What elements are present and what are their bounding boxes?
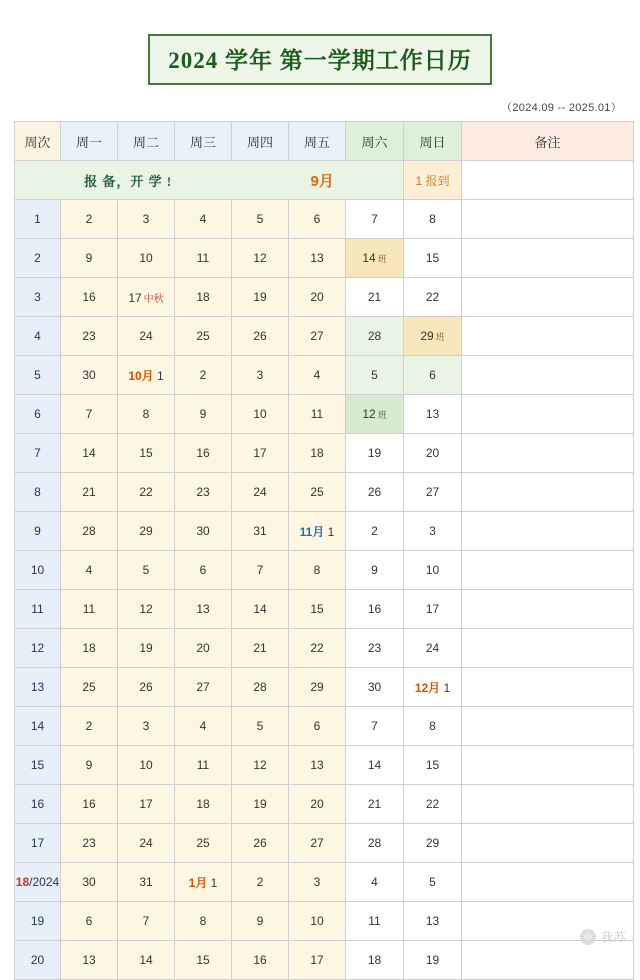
- weekend-day-cell: 7: [346, 707, 404, 746]
- day-cell: 7: [232, 551, 289, 590]
- table-row: [15, 395, 634, 434]
- day-cell: 20: [175, 629, 232, 668]
- day-cell: 16: [175, 434, 232, 473]
- day-cell: 17: [232, 434, 289, 473]
- day-cell: 4: [175, 200, 232, 239]
- watermark: [580, 928, 626, 945]
- day-cell: 7: [118, 902, 175, 941]
- weekend-day-cell: 14 班: [346, 239, 404, 278]
- weekend-day-cell: 3: [404, 512, 462, 551]
- day-cell: 30: [61, 356, 118, 395]
- table-row: [15, 317, 634, 356]
- weekend-day-cell: 11: [346, 902, 404, 941]
- note-cell[interactable]: [462, 239, 634, 278]
- banner-sunday-mark: 报到: [425, 173, 450, 188]
- weekend-day-cell: 28: [346, 824, 404, 863]
- day-cell: 25: [61, 668, 118, 707]
- day-cell: 21: [232, 629, 289, 668]
- day-cell: 10: [289, 902, 346, 941]
- weekend-day-cell: 17: [404, 590, 462, 629]
- weekend-day-cell: 22: [404, 785, 462, 824]
- note-cell[interactable]: [462, 785, 634, 824]
- weekend-day-cell: 21: [346, 278, 404, 317]
- day-cell: 31: [232, 512, 289, 551]
- table-row: [15, 824, 634, 863]
- weekend-day-cell: 21: [346, 785, 404, 824]
- banner-sunday-cell: [404, 161, 462, 200]
- day-cell: 10: [118, 746, 175, 785]
- banner-month: 9月: [310, 172, 334, 190]
- weekend-day-cell: 7: [346, 200, 404, 239]
- day-cell: 29: [118, 512, 175, 551]
- calendar-table-wrapper: [0, 121, 640, 980]
- day-cell: 8: [289, 551, 346, 590]
- weekend-day-cell: 12 班: [346, 395, 404, 434]
- note-cell[interactable]: [462, 590, 634, 629]
- day-cell: 13: [175, 590, 232, 629]
- weekend-day-cell: 23: [346, 629, 404, 668]
- table-row: [15, 512, 634, 551]
- day-cell: 8: [175, 902, 232, 941]
- table-row: [15, 902, 634, 941]
- table-row: [15, 200, 634, 239]
- day-cell: 20: [289, 785, 346, 824]
- week-number-cell: 12: [15, 629, 61, 668]
- table-row: [15, 473, 634, 512]
- note-cell[interactable]: [462, 863, 634, 902]
- page-title: 2024 学年 第一学期工作日历: [148, 34, 492, 85]
- day-cell: 18: [175, 785, 232, 824]
- day-cell: 4: [289, 356, 346, 395]
- day-cell: 17 中秋: [118, 278, 175, 317]
- table-header-row: [15, 122, 634, 161]
- day-cell: 12: [232, 239, 289, 278]
- table-row: [15, 278, 634, 317]
- day-cell: 18: [175, 278, 232, 317]
- note-cell[interactable]: [462, 395, 634, 434]
- day-cell: 13: [289, 239, 346, 278]
- header-tuesday: 周二: [118, 122, 175, 161]
- weekend-day-cell: 16: [346, 590, 404, 629]
- weekend-day-cell: 6: [404, 356, 462, 395]
- note-cell[interactable]: [462, 317, 634, 356]
- day-cell: 26: [232, 824, 289, 863]
- watermark-text: 我苏: [600, 930, 626, 944]
- day-cell: 24: [232, 473, 289, 512]
- weekend-day-cell: 5: [404, 863, 462, 902]
- day-cell: 2: [175, 356, 232, 395]
- table-row: [15, 629, 634, 668]
- header-week: 周次: [15, 122, 61, 161]
- weekend-day-cell: 29 班: [404, 317, 462, 356]
- header-friday: 周五: [289, 122, 346, 161]
- weekend-day-cell: 18: [346, 941, 404, 980]
- day-cell: 27: [289, 824, 346, 863]
- day-cell: 2: [232, 863, 289, 902]
- header-sunday: 周日: [404, 122, 462, 161]
- table-row: [15, 551, 634, 590]
- weekend-day-cell: 15: [404, 239, 462, 278]
- day-cell: 23: [175, 473, 232, 512]
- day-cell: 24: [118, 824, 175, 863]
- day-cell: 26: [118, 668, 175, 707]
- day-cell: 19: [232, 785, 289, 824]
- weekend-day-cell: 19: [346, 434, 404, 473]
- day-cell: 3: [118, 707, 175, 746]
- day-cell: 9: [175, 395, 232, 434]
- table-row: [15, 863, 634, 902]
- day-cell: 14: [118, 941, 175, 980]
- weekend-day-cell: 28: [346, 317, 404, 356]
- day-cell: 15: [289, 590, 346, 629]
- day-cell: 6: [61, 902, 118, 941]
- week-number-cell: 4: [15, 317, 61, 356]
- day-cell: 10月 1: [118, 356, 175, 395]
- day-cell: 2: [61, 200, 118, 239]
- week-number-cell: 9: [15, 512, 61, 551]
- header-saturday: 周六: [346, 122, 404, 161]
- day-cell: 15: [118, 434, 175, 473]
- table-row: [15, 746, 634, 785]
- weekend-day-cell: 9: [346, 551, 404, 590]
- header-monday: 周一: [61, 122, 118, 161]
- week-number-cell: 13: [15, 668, 61, 707]
- note-cell[interactable]: [462, 941, 634, 980]
- week-number-cell: 14: [15, 707, 61, 746]
- day-cell: 5: [232, 200, 289, 239]
- weekend-day-cell: 24: [404, 629, 462, 668]
- banner-cell: [15, 161, 404, 200]
- day-cell: 18: [289, 434, 346, 473]
- day-cell: 27: [175, 668, 232, 707]
- day-cell: 9: [61, 239, 118, 278]
- day-cell: 25: [175, 824, 232, 863]
- week-number-cell: 16: [15, 785, 61, 824]
- banner-text: 报 备，开 学 !: [84, 173, 173, 189]
- note-cell[interactable]: [462, 356, 634, 395]
- header-thursday: 周四: [232, 122, 289, 161]
- day-cell: 24: [118, 317, 175, 356]
- note-cell[interactable]: [462, 629, 634, 668]
- day-cell: 10: [118, 239, 175, 278]
- day-cell: 17: [118, 785, 175, 824]
- week-number-cell: 20: [15, 941, 61, 980]
- note-cell[interactable]: [462, 746, 634, 785]
- day-cell: 16: [61, 785, 118, 824]
- day-cell: 20: [289, 278, 346, 317]
- page-subtitle: （2024.09 -- 2025.01）: [501, 102, 622, 114]
- week-number-cell: 19: [15, 902, 61, 941]
- title-container: [0, 0, 640, 85]
- day-cell: 30: [175, 512, 232, 551]
- day-cell: 13: [61, 941, 118, 980]
- day-cell: 3: [118, 200, 175, 239]
- table-row: [15, 590, 634, 629]
- day-cell: 6: [289, 200, 346, 239]
- day-cell: 29: [289, 668, 346, 707]
- week-number-cell: 8: [15, 473, 61, 512]
- day-cell: 6: [289, 707, 346, 746]
- week-number-cell: 5: [15, 356, 61, 395]
- day-cell: 13: [289, 746, 346, 785]
- table-row: [15, 239, 634, 278]
- note-cell[interactable]: [462, 512, 634, 551]
- note-cell[interactable]: [462, 473, 634, 512]
- day-cell: 11: [175, 239, 232, 278]
- weekend-day-cell: 8: [404, 200, 462, 239]
- note-cell[interactable]: [462, 161, 634, 200]
- weekend-day-cell: 13: [404, 902, 462, 941]
- day-cell: 9: [232, 902, 289, 941]
- day-cell: 4: [175, 707, 232, 746]
- note-cell[interactable]: [462, 824, 634, 863]
- day-cell: 23: [61, 824, 118, 863]
- weekend-day-cell: 19: [404, 941, 462, 980]
- day-cell: 22: [289, 629, 346, 668]
- day-cell: 14: [61, 434, 118, 473]
- table-row: [15, 785, 634, 824]
- day-cell: 2: [61, 707, 118, 746]
- weekend-day-cell: 10: [404, 551, 462, 590]
- day-cell: 30: [61, 863, 118, 902]
- day-cell: 27: [289, 317, 346, 356]
- day-cell: 17: [289, 941, 346, 980]
- day-cell: 16: [61, 278, 118, 317]
- day-cell: 28: [61, 512, 118, 551]
- day-cell: 11: [61, 590, 118, 629]
- week-number-cell: 17: [15, 824, 61, 863]
- note-cell[interactable]: [462, 434, 634, 473]
- day-cell: 31: [118, 863, 175, 902]
- day-cell: 23: [61, 317, 118, 356]
- day-cell: 11: [289, 395, 346, 434]
- day-cell: 18: [61, 629, 118, 668]
- weekend-day-cell: 13: [404, 395, 462, 434]
- weekend-day-cell: 20: [404, 434, 462, 473]
- weekend-day-cell: 29: [404, 824, 462, 863]
- day-cell: 10: [232, 395, 289, 434]
- weekend-day-cell: 8: [404, 707, 462, 746]
- table-row: [15, 707, 634, 746]
- day-cell: 26: [232, 317, 289, 356]
- note-cell[interactable]: [462, 551, 634, 590]
- day-cell: 3: [232, 356, 289, 395]
- week-number-cell: 1: [15, 200, 61, 239]
- work-calendar-table: [14, 121, 634, 980]
- note-cell[interactable]: [462, 668, 634, 707]
- day-cell: 15: [175, 941, 232, 980]
- day-cell: 25: [175, 317, 232, 356]
- day-cell: 9: [61, 746, 118, 785]
- day-cell: 16: [232, 941, 289, 980]
- weekend-day-cell: 26: [346, 473, 404, 512]
- table-row: [15, 356, 634, 395]
- weekend-day-cell: 22: [404, 278, 462, 317]
- watermark-logo-icon: ◎: [580, 929, 596, 945]
- week-number-cell: 6: [15, 395, 61, 434]
- banner-row: [15, 161, 634, 200]
- day-cell: 7: [61, 395, 118, 434]
- table-row: [15, 941, 634, 980]
- table-row: [15, 434, 634, 473]
- day-cell: 5: [118, 551, 175, 590]
- day-cell: 8: [118, 395, 175, 434]
- week-number-cell: 11: [15, 590, 61, 629]
- week-number-cell: 18/2024: [15, 863, 61, 902]
- day-cell: 11: [175, 746, 232, 785]
- weekend-day-cell: 27: [404, 473, 462, 512]
- weekend-day-cell: 5: [346, 356, 404, 395]
- weekend-day-cell: 30: [346, 668, 404, 707]
- day-cell: 6: [175, 551, 232, 590]
- day-cell: 1月 1: [175, 863, 232, 902]
- day-cell: 22: [118, 473, 175, 512]
- weekend-day-cell: 14: [346, 746, 404, 785]
- day-cell: 5: [232, 707, 289, 746]
- day-cell: 19: [232, 278, 289, 317]
- note-cell[interactable]: [462, 278, 634, 317]
- day-cell: 25: [289, 473, 346, 512]
- note-cell[interactable]: [462, 200, 634, 239]
- day-cell: 12: [232, 746, 289, 785]
- day-cell: 3: [289, 863, 346, 902]
- weekend-day-cell: 12月 1: [404, 668, 462, 707]
- day-cell: 14: [232, 590, 289, 629]
- week-number-cell: 15: [15, 746, 61, 785]
- day-cell: 12: [118, 590, 175, 629]
- table-body: [15, 161, 634, 980]
- table-row: [15, 668, 634, 707]
- week-number-cell: 10: [15, 551, 61, 590]
- day-cell: 4: [61, 551, 118, 590]
- weekend-day-cell: 15: [404, 746, 462, 785]
- day-cell: 21: [61, 473, 118, 512]
- week-number-cell: 7: [15, 434, 61, 473]
- day-cell: 11月 1: [289, 512, 346, 551]
- day-cell: 28: [232, 668, 289, 707]
- weekend-day-cell: 4: [346, 863, 404, 902]
- note-cell[interactable]: [462, 707, 634, 746]
- banner-sunday-date: 1: [415, 173, 423, 188]
- header-note: 备注: [462, 122, 634, 161]
- week-number-cell: 2: [15, 239, 61, 278]
- header-wednesday: 周三: [175, 122, 232, 161]
- weekend-day-cell: 2: [346, 512, 404, 551]
- day-cell: 19: [118, 629, 175, 668]
- week-number-cell: 3: [15, 278, 61, 317]
